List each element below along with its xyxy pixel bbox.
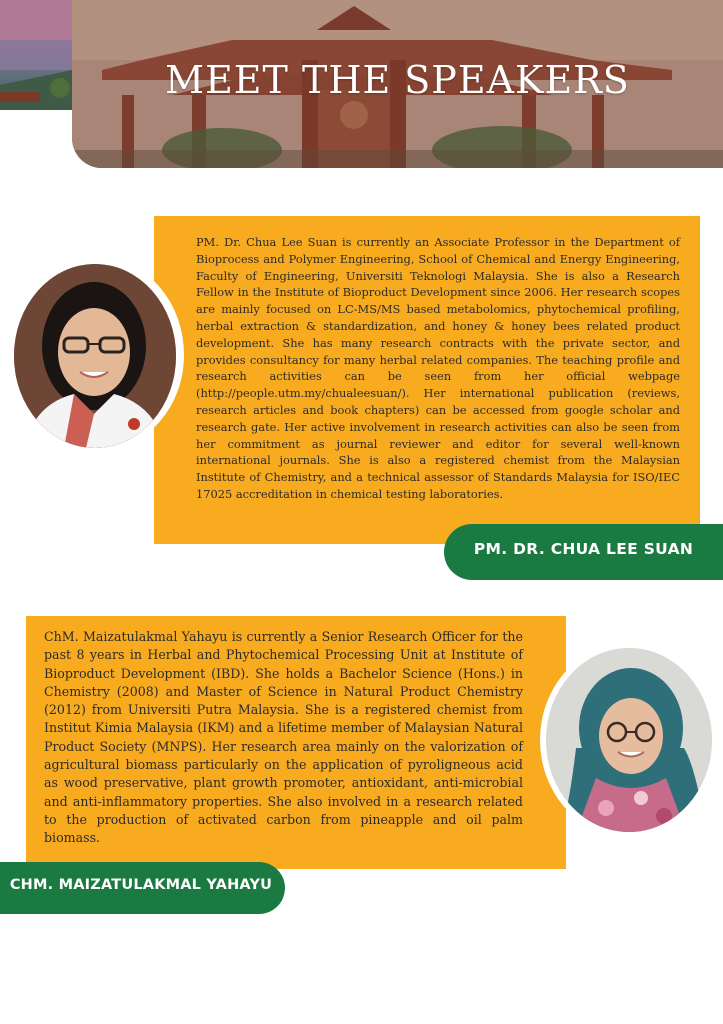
page-title: MEET THE SPEAKERS <box>165 58 630 102</box>
speaker-2-photo <box>546 648 712 832</box>
speaker-1-name: PM. DR. CHUA LEE SUAN <box>473 540 694 558</box>
speaker-1-bio: PM. Dr. Chua Lee Suan is currently an Associate Professor in the Department of Bioprocess and Polymer Engineering, School of Chemical and Energy Engineering, Faculty of Engineering, Universiti Teknologi Malaysia. She is also a Research Fellow in the Institute of Bioproduct Development since 2006. Her research scopes are mainly focused on LC-MS/MS based metabolomics, phytochemical profiling, herbal extraction & standardization, and honey & honey bees related product development. She has many research contracts with the private sector, and provides consultancy for many herbal related companies. The teaching profile and research activities can be seen from her official webpage (http://people.utm.my/chualeesuan/). Her international publication (reviews, research articles and book chapters) can be accessed from google scholar and research gate. Her active involvement in research activities can also be seen from her commitment as journal reviewer and editor for several well-known international journals. She is also a registered chemist from the Malaysian Institute of Chemistry, and a technical assessor of Standards Malaysia for ISO/IEC 17025 accreditation in chemical testing laboratories. <box>196 235 680 501</box>
speaker-2-bio: ChM. Maizatulakmal Yahayu is currently a Senior Research Officer for the past 8 years in Herbal and Phytochemical Processing Unit at Institute of Bioproduct Development (IBD). She holds a Bachelor Science (Hons.) in Chemistry (2008) and Master of Science in Natural Product Chemistry (2012) from Universiti Putra Malaysia. She is a registered chemist from Institut Kimia Malaysia (IKM) and a lifetime member of Malaysian Natural Product Society (MNPS). Her research area mainly on the valorization of agricultural biomass particularly on the application of pyroligneous acid as wood preservative, plant growth promoter, antioxidant, anti-microbial and anti-inflammatory properties. She also involved in a research related to the production of activated carbon from pineapple and oil palm biomass. <box>44 629 523 846</box>
header-side-photo <box>0 0 72 110</box>
speaker-2-name: CHM. MAIZATULAKMAL YAHAYU <box>9 877 273 893</box>
speaker-1-photo <box>14 264 176 448</box>
